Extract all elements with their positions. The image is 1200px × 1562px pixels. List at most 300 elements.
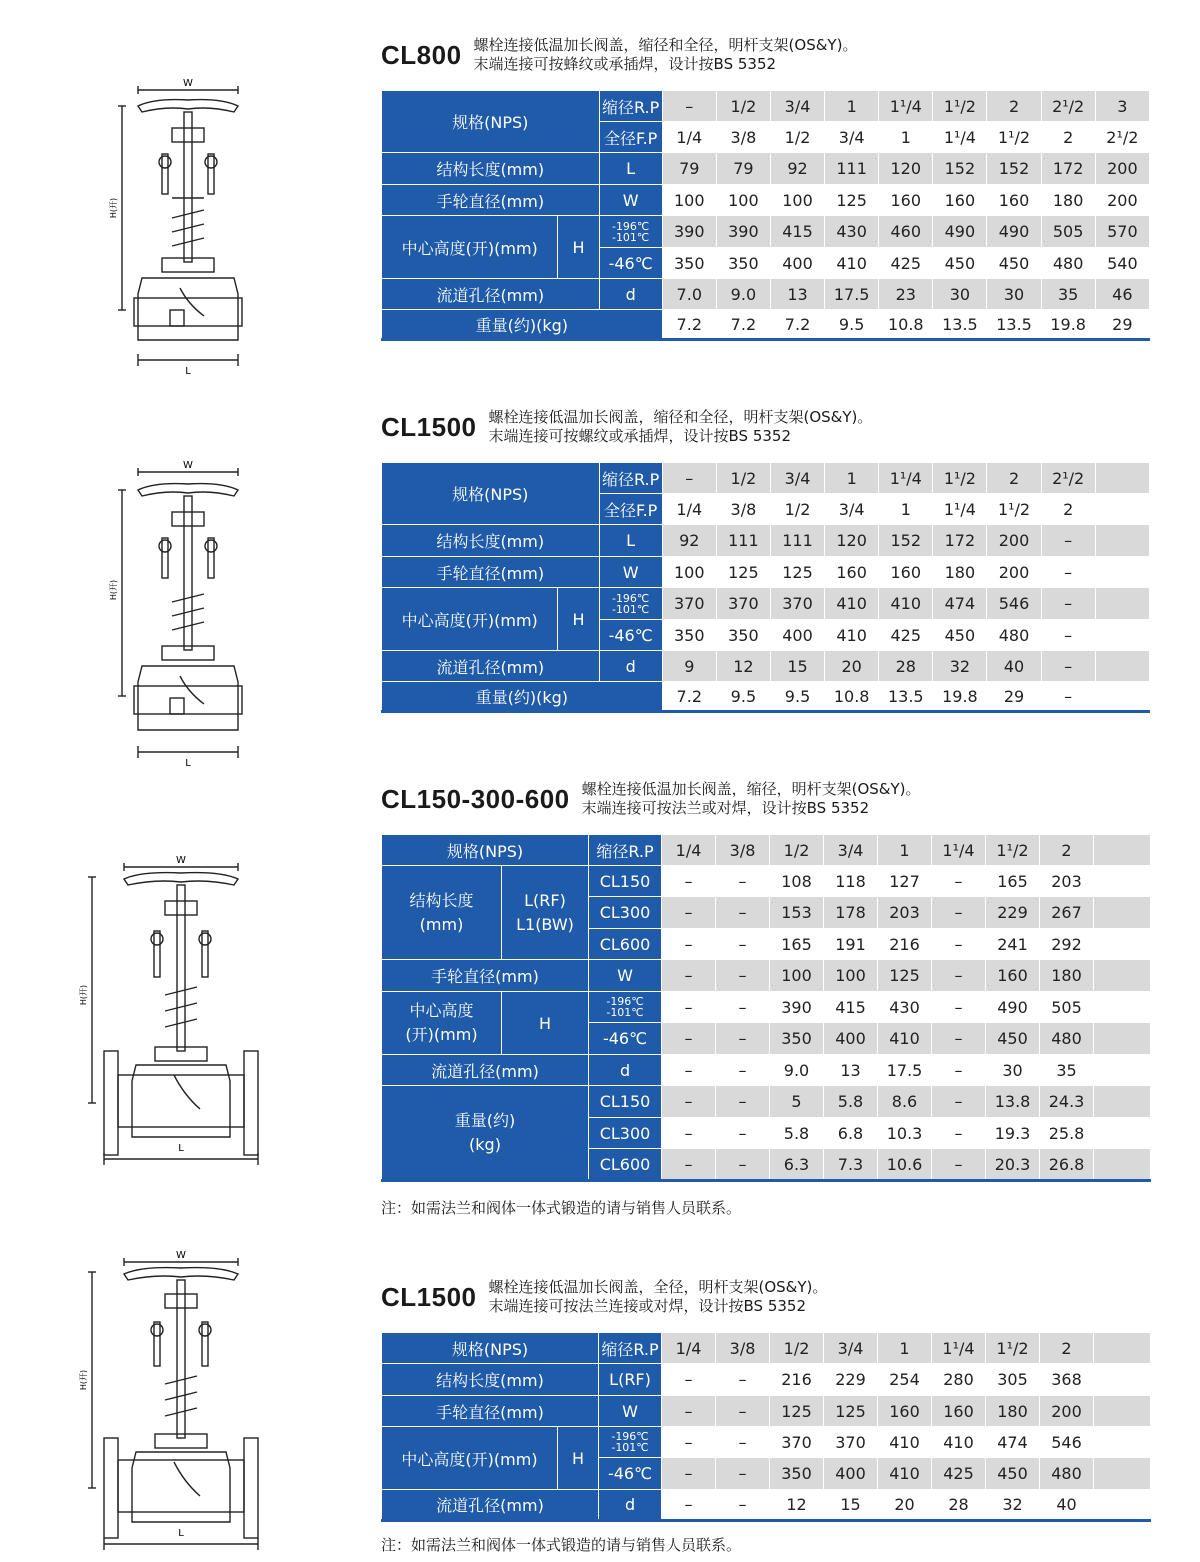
description-line-1: 螺栓连接低温加长阀盖，缩径和全径，明杆支架(OS&Y)。 [473, 36, 858, 54]
label-length: 结构长度(mm) [382, 153, 600, 185]
blank-cell [1094, 1333, 1151, 1364]
class-cl150: CL150 [589, 866, 662, 897]
length-cell: 254 [878, 1364, 932, 1396]
weight-cell: – [932, 1086, 986, 1118]
height-cell: 370 [824, 1427, 878, 1458]
drawing-l-label: L [178, 1143, 184, 1154]
height-cell: 370 [662, 588, 716, 620]
spec-table-cl800 [381, 90, 1150, 341]
blank-cell [1094, 1458, 1151, 1490]
model-name: CL1500 [381, 1282, 477, 1312]
weight-cell: 10.6 [878, 1149, 932, 1181]
height-cell: 410 [825, 620, 879, 651]
label-bore: 流道孔径(mm) [382, 1055, 589, 1086]
section-description [489, 1278, 828, 1316]
weight-cell: 29 [987, 682, 1041, 712]
handwheel-cell: 125 [770, 1396, 824, 1427]
weight-cell: – [716, 1118, 770, 1149]
weight-cell: 7.3 [824, 1149, 878, 1181]
weight-cell: 19.3 [986, 1118, 1040, 1149]
weight-cell: 7.2 [662, 310, 716, 340]
height-cell [1095, 620, 1149, 651]
height-cell: 370 [770, 588, 824, 620]
handwheel-cell: 125 [716, 557, 770, 588]
weight-cell: 25.8 [1040, 1118, 1094, 1149]
bore-cell: 12 [770, 1490, 824, 1521]
bore-cell [1095, 651, 1149, 682]
description-line-1: 螺栓连接低温加长阀盖，缩径和全径，明杆支架(OS&Y)。 [488, 408, 873, 426]
rp-cell: 1 [825, 91, 879, 122]
weight-cell: 19.8 [933, 682, 987, 712]
weight-cell [1095, 682, 1149, 712]
handwheel-cell: – [662, 960, 716, 992]
bore-cell: 35 [1040, 1055, 1094, 1086]
temp-196: -196℃ [611, 219, 650, 233]
handwheel-cell: 100 [770, 185, 824, 216]
height-cell: 505 [1041, 216, 1095, 248]
height-cell: – [932, 1023, 986, 1055]
handwheel-cell: 180 [933, 557, 987, 588]
height-cell: 350 [770, 1023, 824, 1055]
handwheel-cell: 160 [878, 1396, 932, 1427]
blank-cell [1094, 960, 1151, 992]
handwheel-cell: 100 [662, 185, 716, 216]
weight-cell: 20.3 [986, 1149, 1040, 1181]
bore-cell: 17.5 [825, 279, 879, 310]
length-cell: 229 [824, 1364, 878, 1396]
bore-cell: 9 [662, 651, 716, 682]
symbol-handwheel: W [599, 185, 662, 216]
rp-cell: 1¹/4 [879, 463, 933, 494]
bore-cell: 35 [1041, 279, 1095, 310]
height-cell: 350 [662, 620, 716, 651]
height-cell: – [716, 1458, 770, 1490]
length-cell: 172 [1041, 153, 1095, 185]
length-cell: 120 [825, 525, 879, 557]
label-handwheel: 手轮直径(mm) [382, 557, 600, 588]
size-cell: 1 [878, 835, 932, 866]
label-nps: 规格(NPS) [382, 835, 589, 866]
weight-cell: 29 [1095, 310, 1149, 340]
height-cell: 546 [1040, 1427, 1094, 1458]
length-cell: 172 [933, 525, 987, 557]
weight-cell: 10.8 [825, 682, 879, 712]
weight-cell: – [716, 1149, 770, 1181]
fp-cell: 3/4 [825, 122, 879, 153]
length-cell: – [716, 897, 770, 929]
length-cell: 152 [933, 153, 987, 185]
weight-cell: 13.5 [987, 310, 1041, 340]
height-cell: 570 [1095, 216, 1149, 248]
rp-cell: 2¹/2 [1041, 463, 1095, 494]
bore-cell: 30 [933, 279, 987, 310]
height-cell: 400 [824, 1023, 878, 1055]
temp-101: -101℃ [611, 230, 650, 244]
weight-cell: 6.8 [824, 1118, 878, 1149]
bore-cell: – [932, 1055, 986, 1086]
length-cell: – [716, 1364, 770, 1396]
section-2-title [381, 408, 872, 446]
bore-cell: 40 [1040, 1490, 1094, 1521]
label-full-port: 全径F.P [599, 494, 662, 525]
length-cell: 200 [987, 525, 1041, 557]
model-name: CL800 [381, 40, 462, 70]
label-length: 结构长度(mm) [382, 525, 600, 557]
length-cell: 292 [1040, 929, 1094, 960]
bore-cell: 13 [770, 279, 824, 310]
handwheel-cell: 180 [1040, 960, 1094, 992]
weight-cell: – [662, 1118, 716, 1149]
length-cell: 191 [824, 929, 878, 960]
label-reduced-port: 缩径R.P [589, 835, 662, 866]
length-cell: 118 [824, 866, 878, 897]
weight-cell: 10.8 [879, 310, 933, 340]
height-cell: 400 [770, 620, 824, 651]
bore-cell: 30 [986, 1055, 1040, 1086]
symbol-handwheel: W [599, 1396, 662, 1427]
bore-cell: 28 [879, 651, 933, 682]
handwheel-cell: 100 [770, 960, 824, 992]
size-cell: 3/4 [824, 1333, 878, 1364]
height-cell: 410 [932, 1427, 986, 1458]
rp-cell: 1/2 [716, 91, 770, 122]
handwheel-cell: – [932, 960, 986, 992]
size-cell: 3/4 [824, 835, 878, 866]
valve-drawing-flanged-1 [80, 855, 270, 1170]
weight-cell: 26.8 [1040, 1149, 1094, 1181]
symbol-length-rf: L(RF) [524, 890, 566, 910]
weight-cell: 5.8 [770, 1118, 824, 1149]
temp-101: -101℃ [606, 1006, 644, 1019]
length-cell: 165 [770, 929, 824, 960]
temp-101: -101℃ [611, 1441, 649, 1454]
length-cell: 305 [986, 1364, 1040, 1396]
height-cell: 474 [986, 1427, 1040, 1458]
symbol-length [502, 866, 589, 960]
length-cell: 280 [932, 1364, 986, 1396]
weight-cell: 7.2 [716, 310, 770, 340]
label-handwheel: 手轮直径(mm) [382, 185, 600, 216]
label-handwheel: 手轮直径(mm) [382, 1396, 599, 1427]
model-name: CL150-300-600 [381, 784, 570, 814]
description-line-2: 末端连接可按法兰或对焊，设计按BS 5352 [581, 799, 870, 817]
bore-cell: 23 [879, 279, 933, 310]
length-cell: 111 [770, 525, 824, 557]
length-cell: 203 [878, 897, 932, 929]
rp-cell [1095, 463, 1149, 494]
height-cell: 390 [716, 216, 770, 248]
length-cell: 152 [987, 153, 1041, 185]
symbol-height: H [558, 216, 599, 279]
weight-cell: 10.3 [878, 1118, 932, 1149]
size-cell: 1¹/2 [986, 1333, 1040, 1364]
height-cell: 350 [662, 248, 716, 279]
label-weight: 重量(约)(kg) [382, 682, 663, 712]
height-cell: 450 [933, 620, 987, 651]
symbol-length: L [599, 525, 662, 557]
size-cell: 2 [1040, 1333, 1094, 1364]
rp-cell: 3 [1095, 91, 1149, 122]
temp-low [589, 992, 662, 1023]
weight-cell: 5.8 [824, 1086, 878, 1118]
weight-cell: – [1041, 682, 1095, 712]
weight-cell: – [932, 1149, 986, 1181]
blank-cell [1094, 1396, 1151, 1427]
bore-cell: – [716, 1490, 770, 1521]
label-length [382, 866, 502, 960]
height-cell: 410 [878, 1427, 932, 1458]
weight-cell: 19.8 [1041, 310, 1095, 340]
bore-cell: 15 [824, 1490, 878, 1521]
length-cell: 216 [878, 929, 932, 960]
spec-table-cl150-300-600 [381, 834, 1151, 1182]
symbol-bore: d [599, 1490, 662, 1521]
rp-cell: 2 [987, 91, 1041, 122]
label-bore: 流道孔径(mm) [382, 651, 600, 682]
symbol-length: L(RF) [599, 1364, 662, 1396]
height-cell: 415 [770, 216, 824, 248]
rp-cell: 2 [987, 463, 1041, 494]
length-cell: – [716, 929, 770, 960]
length-cell: 216 [770, 1364, 824, 1396]
blank-cell [1094, 1055, 1151, 1086]
length-cell: – [662, 929, 716, 960]
temp-46: -46℃ [599, 620, 662, 651]
symbol-length-bw: L1(BW) [516, 914, 574, 934]
height-cell: 425 [879, 248, 933, 279]
handwheel-cell: 160 [825, 557, 879, 588]
handwheel-cell: 200 [987, 557, 1041, 588]
height-cell: 425 [932, 1458, 986, 1490]
weight-cell: 13.5 [879, 682, 933, 712]
handwheel-cell: 100 [662, 557, 716, 588]
handwheel-cell: – [1041, 557, 1095, 588]
height-cell: 450 [987, 248, 1041, 279]
height-cell: 350 [716, 248, 770, 279]
label-center-height: 中心高度(开)(mm) [382, 216, 558, 279]
fp-cell: 2¹/2 [1095, 122, 1149, 153]
height-cell: 450 [933, 248, 987, 279]
length-cell: 127 [878, 866, 932, 897]
description-line-1: 螺栓连接低温加长阀盖，全径，明杆支架(OS&Y)。 [488, 1278, 828, 1296]
size-cell: 3/8 [716, 1333, 770, 1364]
bore-cell: 20 [878, 1490, 932, 1521]
rp-cell: – [662, 463, 716, 494]
spec-table-cl1500-socket [381, 462, 1150, 713]
height-cell: 480 [1040, 1458, 1094, 1490]
height-cell: 410 [825, 248, 879, 279]
label-nps: 规格(NPS) [382, 91, 600, 153]
height-cell: – [716, 1023, 770, 1055]
height-cell: 505 [1040, 992, 1094, 1023]
bore-cell: 7.0 [662, 279, 716, 310]
length-cell: 92 [662, 525, 716, 557]
note-text: 注：如需法兰和阀体一体式锻造的请与销售人员联系。 [381, 1199, 742, 1217]
label-reduced-port: 缩径R.P [599, 463, 662, 494]
label-full-port: 全径F.P [599, 122, 662, 153]
label-weight: 重量(约)(kg) [382, 310, 663, 340]
height-cell: 480 [987, 620, 1041, 651]
weight-cell: 13.5 [933, 310, 987, 340]
bore-cell: 12 [716, 651, 770, 682]
height-cell: 415 [824, 992, 878, 1023]
temp-low [599, 1427, 662, 1458]
handwheel-cell: 160 [987, 185, 1041, 216]
height-cell: 450 [986, 1458, 1040, 1490]
bore-cell: – [662, 1055, 716, 1086]
bore-cell: – [716, 1055, 770, 1086]
fp-cell: 1¹/4 [933, 494, 987, 525]
symbol-length: L [599, 153, 662, 185]
valve-drawing-flanged-2 [80, 1250, 270, 1555]
height-cell: 425 [879, 620, 933, 651]
height-cell: 490 [933, 216, 987, 248]
length-cell: 120 [879, 153, 933, 185]
bore-cell: 46 [1095, 279, 1149, 310]
fp-cell: 1¹/2 [987, 122, 1041, 153]
handwheel-cell: 125 [878, 960, 932, 992]
blank-cell [1094, 835, 1151, 866]
handwheel-cell: 125 [770, 557, 824, 588]
height-cell: 430 [878, 992, 932, 1023]
symbol-bore: d [599, 279, 662, 310]
label-bore: 流道孔径(mm) [382, 1490, 599, 1521]
fp-cell: 1¹/4 [933, 122, 987, 153]
rp-cell: – [662, 91, 716, 122]
length-cell: 108 [770, 866, 824, 897]
weight-cell: – [932, 1118, 986, 1149]
weight-cell: 5 [770, 1086, 824, 1118]
height-cell: 350 [770, 1458, 824, 1490]
rp-cell: 1¹/2 [933, 91, 987, 122]
spec-table-cl1500-flanged [381, 1332, 1151, 1522]
fp-cell: 1/2 [770, 494, 824, 525]
height-cell: – [716, 1427, 770, 1458]
height-cell: 490 [986, 992, 1040, 1023]
length-cell: 79 [662, 153, 716, 185]
handwheel-cell: 160 [932, 1396, 986, 1427]
height-cell: 370 [716, 588, 770, 620]
label-reduced-port: 缩径R.P [599, 91, 662, 122]
drawing-h-label: H(开) [109, 197, 118, 219]
weight-cell: 9.5 [716, 682, 770, 712]
size-cell: 2 [1040, 835, 1094, 866]
length-cell: 368 [1040, 1364, 1094, 1396]
symbol-handwheel: W [589, 960, 662, 992]
section-1-title [381, 36, 857, 74]
label-center-height: 中心高度(开)(mm) [382, 588, 558, 651]
height-cell: 410 [825, 588, 879, 620]
section-3-title [381, 780, 921, 818]
label-center-height-line-1: 中心高度 [409, 1001, 474, 1020]
length-cell: 267 [1040, 897, 1094, 929]
rp-cell: 1¹/2 [933, 463, 987, 494]
fp-cell: 3/8 [716, 122, 770, 153]
height-cell: 450 [986, 1023, 1040, 1055]
handwheel-cell: 200 [1040, 1396, 1094, 1427]
handwheel-cell: – [716, 960, 770, 992]
length-cell: 79 [716, 153, 770, 185]
bore-cell: 15 [770, 651, 824, 682]
weight-cell: 9.5 [825, 310, 879, 340]
fp-cell [1095, 494, 1149, 525]
valve-drawing-socket-weld-1 [110, 78, 260, 378]
label-handwheel: 手轮直径(mm) [382, 960, 589, 992]
fp-cell: 1/4 [662, 494, 716, 525]
blank-cell [1094, 1086, 1151, 1118]
bore-cell: 32 [986, 1490, 1040, 1521]
temp-46: -46℃ [599, 248, 662, 279]
length-cell: – [1041, 525, 1095, 557]
height-cell: 350 [716, 620, 770, 651]
length-cell: – [716, 866, 770, 897]
rp-cell: 1¹/4 [879, 91, 933, 122]
length-cell: 229 [986, 897, 1040, 929]
label-weight [382, 1086, 589, 1181]
weight-cell: 24.3 [1040, 1086, 1094, 1118]
height-cell: 410 [878, 1458, 932, 1490]
label-nps: 规格(NPS) [382, 1333, 599, 1364]
height-cell [1095, 588, 1149, 620]
handwheel-cell: 180 [986, 1396, 1040, 1427]
height-cell: 400 [770, 248, 824, 279]
description-line-1: 螺栓连接低温加长阀盖，缩径，明杆支架(OS&Y)。 [581, 780, 921, 798]
label-reduced-port: 缩径R.P [599, 1333, 662, 1364]
section-description [582, 780, 921, 818]
weight-cell: 7.2 [770, 310, 824, 340]
length-cell: – [932, 897, 986, 929]
handwheel-cell: 200 [1095, 185, 1149, 216]
height-cell: 490 [987, 216, 1041, 248]
note-text: 注：如需法兰和阀体一体式锻造的请与销售人员联系。 [381, 1536, 742, 1554]
weight-cell: 7.2 [662, 682, 716, 712]
height-cell: – [662, 1427, 716, 1458]
class-cl600: CL600 [589, 1149, 662, 1181]
valve-drawing-socket-weld-2 [110, 460, 260, 770]
fp-cell: 1/4 [662, 122, 716, 153]
drawing-w-label: W [183, 460, 193, 471]
drawing-w-label: W [176, 1250, 186, 1261]
blank-cell [1094, 1118, 1151, 1149]
label-center-height [382, 992, 502, 1055]
drawing-w-label: W [183, 78, 193, 89]
blank-cell [1094, 929, 1151, 960]
height-cell: – [716, 992, 770, 1023]
blank-cell [1094, 897, 1151, 929]
bore-cell: 32 [933, 651, 987, 682]
rp-cell: 1 [825, 463, 879, 494]
height-cell: – [662, 1023, 716, 1055]
handwheel-cell: 180 [1041, 185, 1095, 216]
symbol-handwheel: W [599, 557, 662, 588]
label-length: 结构长度(mm) [382, 1364, 599, 1396]
size-cell: 1/4 [662, 1333, 716, 1364]
temp-196: -196℃ [611, 1430, 649, 1443]
drawing-w-label: W [176, 855, 186, 866]
drawing-h-label: H(开) [109, 579, 118, 601]
blank-cell [1094, 1149, 1151, 1181]
drawing-l-label: L [185, 758, 191, 769]
bore-cell: 17.5 [878, 1055, 932, 1086]
label-length-line-1: 结构长度 [409, 890, 474, 910]
blank-cell [1094, 1364, 1151, 1396]
handwheel-cell: 160 [933, 185, 987, 216]
label-length-line-2: (mm) [419, 914, 464, 934]
rp-cell: 3/4 [770, 91, 824, 122]
length-cell: 200 [1095, 153, 1149, 185]
fp-cell: 3/4 [825, 494, 879, 525]
weight-cell: – [662, 1086, 716, 1118]
